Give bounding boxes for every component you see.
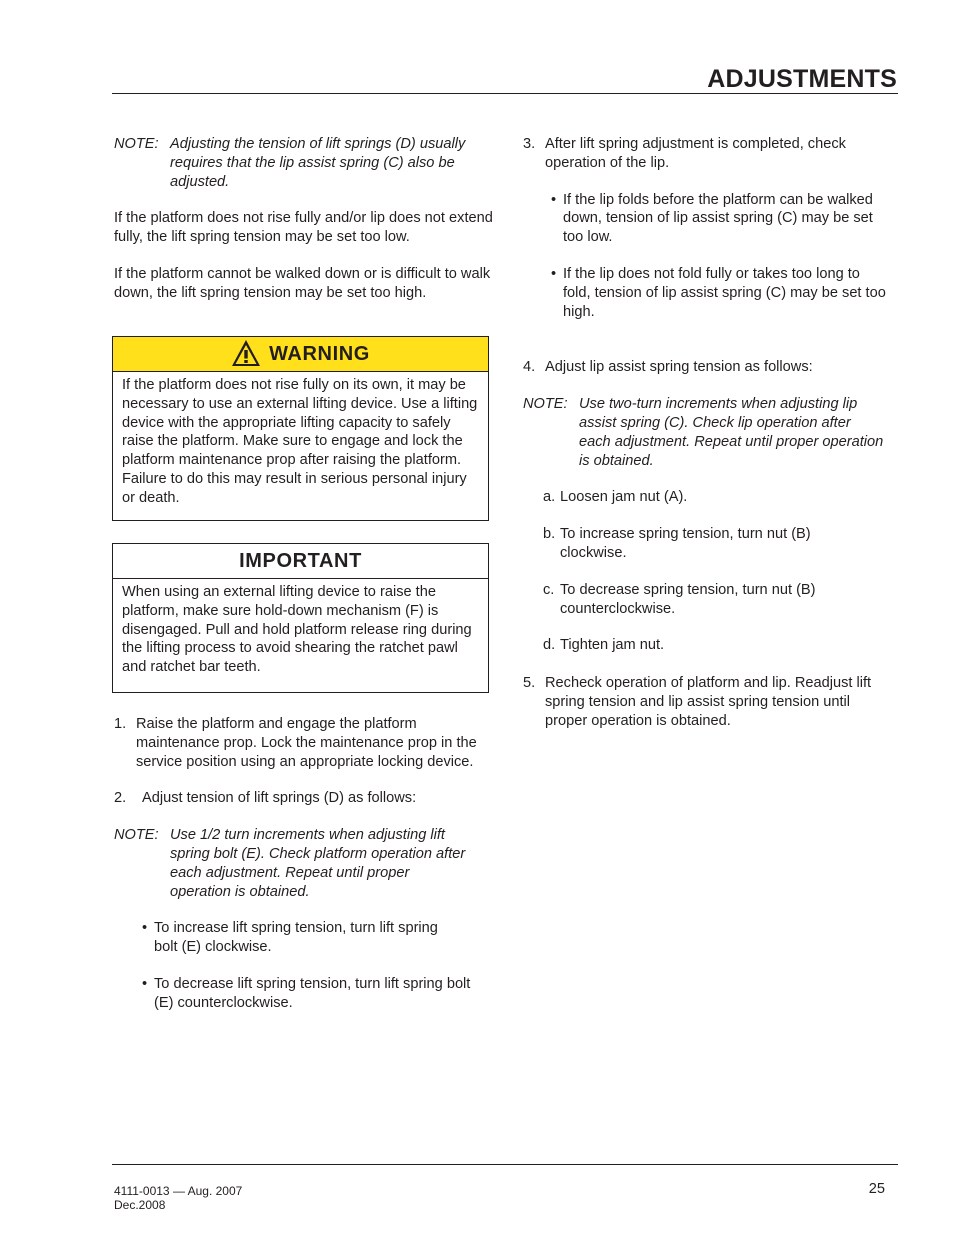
step-text: After lift spring adjustment is completed, check operation of the lip. — [545, 136, 846, 171]
header-rule — [112, 93, 898, 94]
important-title: IMPORTANT — [239, 549, 362, 572]
note-two-turn — [523, 395, 898, 470]
note-text: Use 1/2 turn increments when adjusting lift spring bolt (E). Check platform operation after each adjustment. Repeat until proper operation is obtained. — [170, 827, 466, 900]
step-number: 2. — [114, 790, 127, 807]
step-4 — [523, 358, 898, 377]
note-text: Adjusting the tension of lift springs (D) usually requires that the lip assist spring (C) also be adjusted. — [170, 136, 466, 190]
important-box — [112, 543, 489, 693]
step-text: Adjust lip assist spring tension as follows: — [545, 359, 813, 376]
step-number: 4. — [523, 359, 536, 376]
substep-text: To increase spring tension, turn nut (B) clockwise. — [560, 526, 811, 561]
step-text: Raise the platform and engage the platform maintenance prop. Lock the maintenance prop in the service position using an appropriate locking device. — [136, 716, 477, 770]
step-number: 1. — [114, 716, 127, 732]
step-1 — [114, 715, 480, 771]
page-title: ADJUSTMENTS — [707, 65, 897, 93]
substep-label: d. — [543, 637, 556, 654]
left-column — [114, 135, 494, 303]
step-text: Recheck operation of platform and lip. Readjust lift spring tension and lip assist spring tension until proper operation is obtained. — [545, 675, 872, 729]
step-number: 5. — [523, 675, 536, 692]
bullet-decrease: • To decrease lift spring tension, turn lift spring bolt (E) counterclockwise. — [142, 975, 471, 1011]
doc-number: 4111-0013 — Aug. 2007 — [114, 1184, 243, 1198]
substep-text: To decrease spring tension, turn nut (B) counterclockwise. — [560, 581, 816, 617]
warning-title: WARNING — [269, 342, 370, 365]
substep-c — [543, 581, 843, 619]
bullet-text: To increase lift spring tension, turn lift spring bolt (E) clockwise. — [154, 920, 438, 956]
substep-d — [543, 636, 898, 655]
step-2 — [114, 789, 480, 808]
note-label: NOTE: — [114, 136, 159, 152]
note-lift-springs — [114, 135, 494, 191]
warning-body: If the platform does not rise fully on its own, it may be necessary to use an external lifting device. Use a lifting device with the appropriate lifting capacity to safely raise the platform. Make sure to engage and lock the platform maintenance prop after raising the platform. Failure to do this may result in serious personal injury or death. — [122, 377, 478, 506]
warning-header — [113, 337, 488, 372]
substep-a — [543, 488, 898, 507]
revision-date: Dec.2008 — [114, 1198, 166, 1212]
substep-b — [543, 525, 843, 563]
bullet-lip-high: • If the lip does not fold fully or takes too long to fold, tension of lip assist spring (C) may be set too high. — [551, 265, 889, 321]
important-header — [113, 544, 488, 579]
substep-text: Loosen jam nut (A). — [560, 489, 688, 506]
substep-label: b. — [543, 526, 556, 543]
paragraph-too-low: If the platform does not rise fully and/or lip does not extend fully, the lift spring tension may be set too low. — [114, 210, 493, 246]
note-half-turn — [114, 826, 480, 901]
bullet-text: If the lip folds before the platform can be walked down, tension of lip assist spring (C) may be set too low. — [563, 191, 873, 246]
bullet-text: If the lip does not fold fully or takes too long to fold, tension of lip assist spring (C) may be set too high. — [563, 265, 886, 320]
paragraph-too-high: If the platform cannot be walked down or is difficult to walk down, the lift spring tension may be set too high. — [114, 265, 491, 301]
note-label: NOTE: — [114, 827, 159, 844]
bullet-increase: • To increase lift spring tension, turn lift spring bolt (E) clockwise. — [142, 919, 464, 957]
note-text: Use two-turn increments when adjusting lip assist spring (C). Check lip operation after each adjustment. Repeat until proper operation is obtained. — [579, 396, 884, 469]
step-3 — [523, 135, 883, 173]
step-5 — [523, 674, 895, 730]
footer-rule — [112, 1164, 898, 1165]
substep-text: Tighten jam nut. — [560, 637, 665, 654]
step-number: 3. — [523, 136, 536, 152]
step-text: Adjust tension of lift springs (D) as follows: — [142, 790, 417, 807]
right-column — [523, 135, 898, 731]
warning-triangle-icon — [231, 339, 261, 371]
left-steps — [114, 715, 480, 1013]
bullet-text: To decrease lift spring tension, turn lift spring bolt (E) counterclockwise. — [154, 975, 471, 1011]
note-label: NOTE: — [523, 396, 568, 413]
bullet-lip-low: • If the lip folds before the platform can be walked down, tension of lip assist spring (C) may be set too low. — [551, 191, 881, 247]
important-body: When using an external lifting device to raise the platform, make sure hold-down mechanism (F) is disengaged. Pull and hold platform release ring during the lifting process to avoid shearing the ratchet pawl and ratchet bar teeth. — [122, 584, 472, 676]
substep-label: a. — [543, 489, 556, 506]
page-number: 25 — [868, 1181, 885, 1197]
warning-box — [112, 336, 489, 521]
substep-label: c. — [543, 581, 555, 598]
